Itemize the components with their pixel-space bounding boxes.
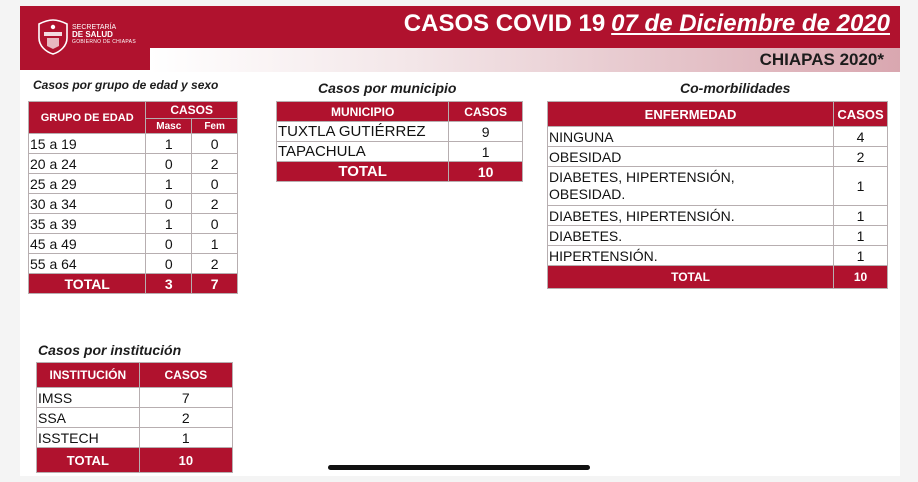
table-row [29,234,238,254]
total-casos: 10 [139,448,232,473]
masc-count: 0 [146,154,192,174]
institucion-name: IMSS [37,388,140,408]
masc-count: 0 [146,254,192,274]
municipio-name: TUXTLA GUTIÉRREZ [277,122,449,142]
table-row [29,154,238,174]
enfermedad-count: 4 [834,127,888,147]
total-casos: 10 [449,162,523,182]
home-indicator[interactable] [328,465,590,470]
masc-count: 0 [146,194,192,214]
table-row [548,127,888,147]
enfermedad-name: HIPERTENSIÓN. [548,246,834,266]
institucion-table [36,362,233,473]
table-row [29,194,238,214]
logo-line-2: DE SALUD [72,30,113,40]
masc-count: 1 [146,134,192,154]
age-group: 55 a 64 [29,254,146,274]
enfermedad-name: DIABETES, HIPERTENSIÓN. [548,206,834,226]
table-row [29,254,238,274]
age-group: 35 a 39 [29,214,146,234]
col-casos: CASOS [139,363,232,388]
age-group: 45 a 49 [29,234,146,254]
total-masc: 3 [146,274,192,294]
edad-section-title: Casos por grupo de edad y sexo [33,78,219,92]
table-row [277,122,523,142]
table-row [548,246,888,266]
masc-count: 0 [146,234,192,254]
table-row [29,214,238,234]
table-row [37,428,233,448]
title-main: CASOS COVID 19 [403,10,606,37]
fem-count: 2 [192,254,238,274]
fem-count: 0 [192,134,238,154]
institucion-name: SSA [37,408,140,428]
institucion-count: 1 [139,428,232,448]
age-group: 20 a 24 [29,154,146,174]
enfermedad-count: 1 [834,206,888,226]
col-grupo-edad: GRUPO DE EDAD [29,102,146,134]
table-row [548,167,888,206]
municipio-name: TAPACHULA [277,142,449,162]
total-row [548,266,888,289]
enfermedad-name: DIABETES, HIPERTENSIÓN, OBESIDAD. [548,167,834,206]
fem-count: 0 [192,214,238,234]
masc-count: 1 [146,214,192,234]
fem-count: 0 [192,174,238,194]
enfermedad-name: NINGUNA [548,127,834,147]
total-fem: 7 [192,274,238,294]
table-row [37,388,233,408]
table-row [548,226,888,246]
col-masc: Masc [146,119,192,134]
institucion-section-title: Casos por institución [38,342,182,358]
comorbilidades-section-title: Co-morbilidades [680,80,791,96]
municipio-table [276,101,523,182]
col-enfermedad: ENFERMEDAD [548,102,834,127]
institucion-count: 7 [139,388,232,408]
total-row [277,162,523,182]
enfermedad-count: 1 [834,246,888,266]
municipio-count: 1 [449,142,523,162]
enfermedad-name: OBESIDAD [548,147,834,167]
edad-table [28,101,238,294]
table-row [29,134,238,154]
col-institucion: INSTITUCIÓN [37,363,140,388]
enfermedad-count: 2 [834,147,888,167]
masc-count: 1 [146,174,192,194]
municipio-section-title: Casos por municipio [318,80,457,96]
enfermedad-count: 1 [834,167,888,206]
institucion-name: ISSTECH [37,428,140,448]
col-casos: CASOS [449,102,523,122]
logo-line-3: GOBIERNO DE CHIAPAS [72,38,136,45]
table-row [37,408,233,428]
logo-text [72,24,136,45]
col-casos: CASOS [146,102,238,119]
total-row [37,448,233,473]
total-label: TOTAL [37,448,140,473]
total-casos: 10 [834,266,888,289]
total-row [29,274,238,294]
institucion-count: 2 [139,408,232,428]
page-title [404,10,890,38]
table-row [548,147,888,167]
title-date: 07 de Diciembre de 2020 [611,10,890,37]
shield-logo-icon [36,18,70,56]
state-label: CHIAPAS 2020* [759,50,884,69]
col-municipio: MUNICIPIO [277,102,449,122]
total-label: TOTAL [277,162,449,182]
logo-line-1: SECRETARÍA [72,24,117,31]
total-label: TOTAL [548,266,834,289]
total-label: TOTAL [29,274,146,294]
fem-count: 2 [192,154,238,174]
age-group: 15 a 19 [29,134,146,154]
enfermedad-name: DIABETES. [548,226,834,246]
fem-count: 2 [192,194,238,214]
table-row [548,206,888,226]
enfermedad-count: 1 [834,226,888,246]
table-row [29,174,238,194]
age-group: 30 a 34 [29,194,146,214]
age-group: 25 a 29 [29,174,146,194]
table-row [277,142,523,162]
municipio-count: 9 [449,122,523,142]
comorbilidades-table [547,101,888,289]
col-fem: Fem [192,119,238,134]
fem-count: 1 [192,234,238,254]
col-casos: CASOS [834,102,888,127]
